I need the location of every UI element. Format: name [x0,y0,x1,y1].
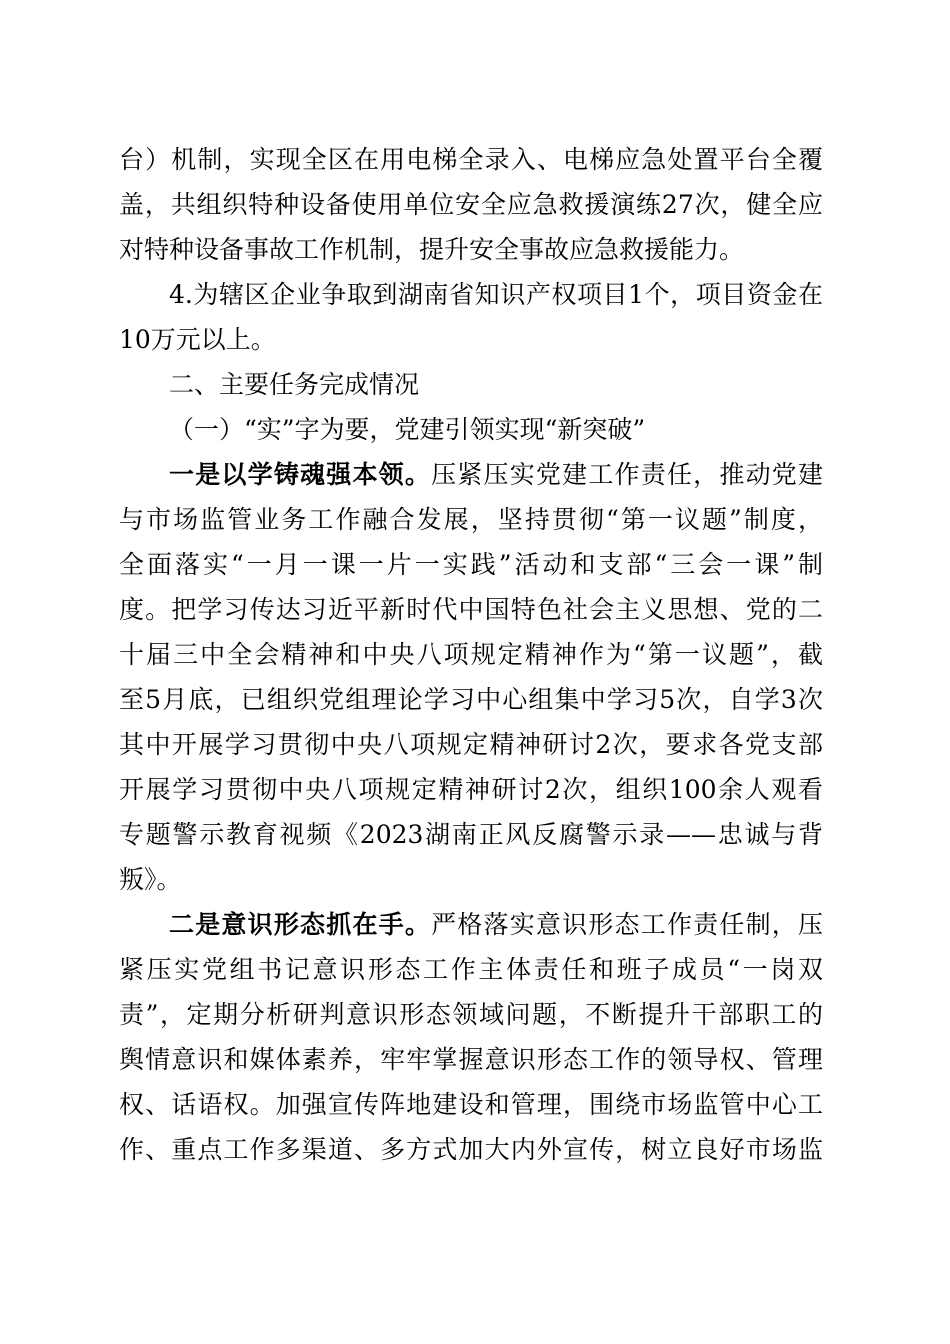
text-line: 作、重点工作多渠道、多方式加大内外宣传，树立良好市场监 [119,1135,823,1164]
text-line: 开展学习贯彻中央八项规定精神研讨2次，组织100余人观看 [119,775,823,804]
text-line: 对特种设备事故工作机制，提升安全事故应急救援能力。 [119,235,745,264]
text-line: 度。把学习传达习近平新时代中国特色社会主义思想、党的二 [119,595,823,624]
text-line: 全面落实“一月一课一片一实践”活动和支部“三会一课”制 [119,550,823,579]
section-heading: 二、主要任务完成情况 [169,370,420,399]
text-line: 其中开展学习贯彻中央八项规定精神研讨2次，要求各党支部 [119,730,823,759]
text-line [119,902,823,947]
text-line: 舆情意识和媒体素养，牢牢掌握意识形态工作的领导权、管理 [119,1045,823,1074]
text-line: 叛》。 [119,865,182,894]
paragraph-emergency-rescue [119,137,823,272]
paragraph-text: 严格落实意识形态工作责任制，压 [431,910,823,939]
paragraph-ideology [119,902,823,1172]
text-line: 责”，定期分析研判意识形态领域问题，不断提升干部职工的 [119,1000,823,1029]
text-line: 权、话语权。加强宣传阵地建设和管理，围绕市场监管中心工 [119,1090,823,1119]
text-line: 与市场监管业务工作融合发展，坚持贯彻“第一议题”制度， [119,505,823,534]
document-body [119,137,823,1172]
text-line: 专题警示教育视频《2023湖南正风反腐警示录——忠诚与背 [119,820,823,849]
paragraph-ip-project [119,272,823,362]
paragraph-text: 压紧压实党建工作责任，推动党建 [431,460,823,489]
text-line [119,452,823,497]
text-line: 紧压实党组书记意识形态工作主体责任和班子成员“一岗双 [119,955,823,984]
text-line: 4.为辖区企业争取到湖南省知识产权项目1个，项目资金在 [169,280,823,309]
paragraph-lead: 一是以学铸魂强本领。 [169,460,432,489]
paragraph-party-study [119,452,823,902]
text-line: 至5月底，已组织党组理论学习中心组集中学习5次，自学3次 [119,685,823,714]
text-line: 十届三中全会精神和中央八项规定精神作为“第一议题”，截 [119,640,823,669]
text-line: 10万元以上。 [119,325,276,354]
subsection-heading: （一）“实”字为要，党建引领实现“新突破” [169,415,646,444]
text-line: 盖，共组织特种设备使用单位安全应急救援演练27次，健全应 [119,190,823,219]
paragraph-lead: 二是意识形态抓在手。 [169,910,432,939]
text-line: 台）机制，实现全区在用电梯全录入、电梯应急处置平台全覆 [119,145,823,174]
